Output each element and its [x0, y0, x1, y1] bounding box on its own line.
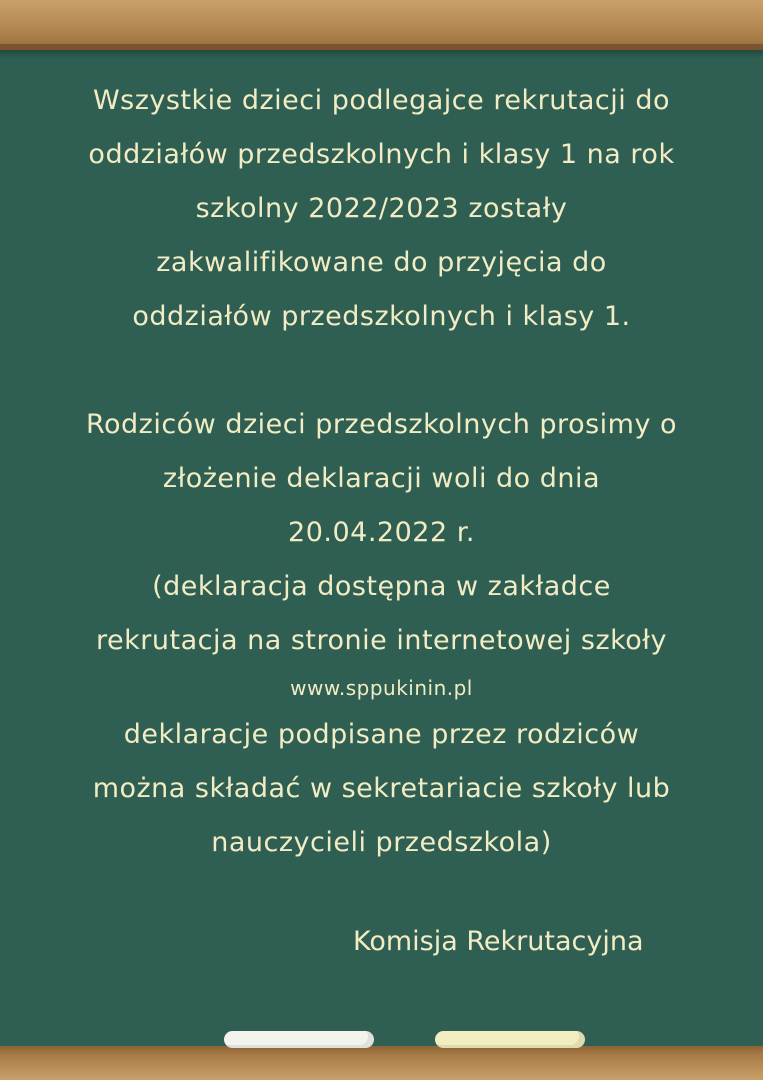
- yellow-chalk-icon: [435, 1031, 585, 1048]
- notice-line: szkolny 2022/2023 zostały: [195, 193, 568, 224]
- school-website-link[interactable]: www.sppukinin.pl: [290, 676, 473, 700]
- notice-line: rekrutacja na stronie internetowej szkoły: [96, 625, 667, 656]
- white-chalk-icon: [224, 1031, 374, 1048]
- notice-line: zakwalifikowane do przyjęcia do: [156, 247, 607, 278]
- notice-line: deklaracje podpisane przez rodziców: [123, 719, 640, 750]
- notice-line: (deklaracja dostępna w zakładce: [152, 571, 611, 602]
- notice-line: Wszystkie dzieci podlegajce rekrutacji do: [92, 85, 671, 116]
- notice-line: złożenie deklaracji woli do dnia: [162, 463, 601, 494]
- notice-text: [20, 74, 743, 870]
- notice-line: nauczycieli przedszkola): [211, 827, 552, 858]
- signature: Komisja Rekrutacyjna: [353, 926, 644, 957]
- deadline-date: 20.04.2022 r.: [288, 517, 475, 548]
- chalkboard-bottom-frame: [0, 1046, 763, 1080]
- notice-line: można składać w sekretariacie szkoły lub: [92, 773, 671, 804]
- notice-line: Rodziców dzieci przedszkolnych prosimy o: [85, 409, 678, 440]
- frame-shadow: [0, 50, 763, 58]
- paragraph-spacer: [20, 344, 743, 398]
- notice-line: oddziałów przedszkolnych i klasy 1.: [132, 301, 631, 332]
- notice-line: oddziałów przedszkolnych i klasy 1 na rok: [88, 139, 675, 170]
- chalkboard-top-frame: [0, 0, 763, 50]
